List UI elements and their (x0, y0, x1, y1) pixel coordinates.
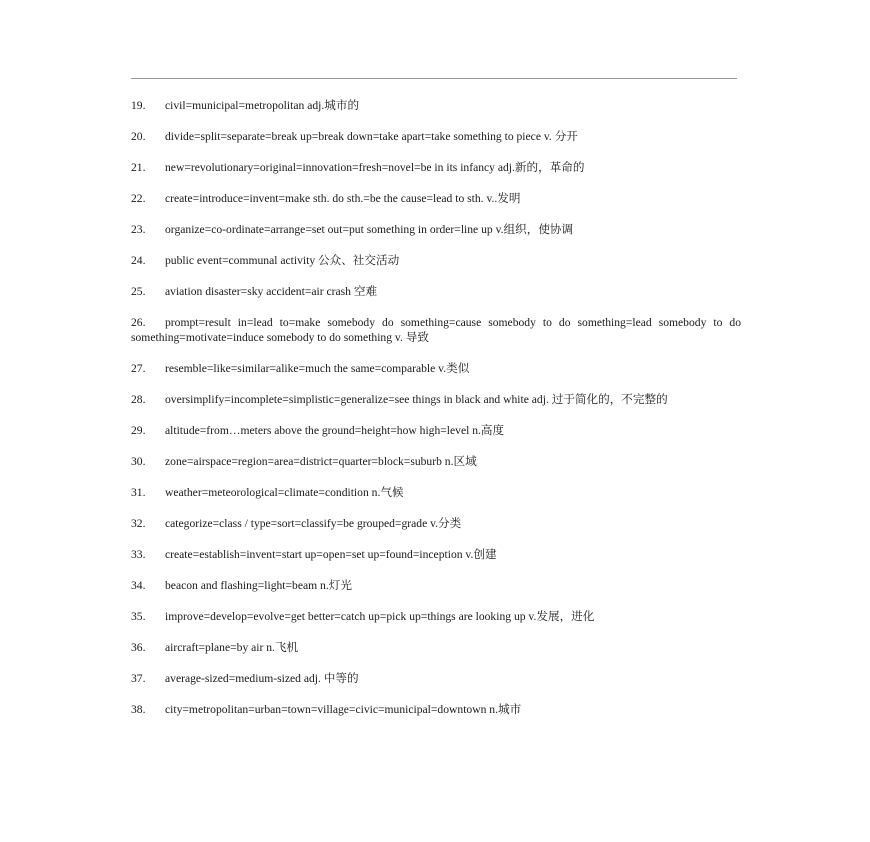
entry-number: 37. (131, 672, 146, 685)
entry-text: aviation disaster=sky accident=air crash 空难 (165, 285, 378, 298)
vocab-entry (131, 160, 741, 175)
vocab-entry (131, 315, 741, 345)
vocab-entry (131, 609, 741, 624)
vocab-entry (131, 671, 741, 686)
vocabulary-list (131, 98, 741, 717)
vocab-entry (131, 392, 741, 407)
entry-number: 32. (131, 517, 146, 530)
entry-text: create=introduce=invent=make sth. do sth.=be the cause=lead to sth. v..发明 (165, 192, 521, 205)
entry-text: divide=split=separate=break up=break down=take apart=take something to piece v. 分开 (165, 130, 578, 143)
entry-number: 19. (131, 99, 146, 112)
entry-text: create=establish=invent=start up=open=set up=found=inception v.创建 (165, 548, 497, 561)
vocab-entry (131, 423, 741, 438)
entry-number: 24. (131, 254, 146, 267)
entry-text: oversimplify=incomplete=simplistic=generalize=see things in black and white adj. 过于简化的，不完整的 (165, 393, 668, 406)
entry-number: 29. (131, 424, 146, 437)
entry-text: altitude=from…meters above the ground=height=how high=level n.高度 (165, 424, 505, 437)
entry-text: average-sized=medium-sized adj. 中等的 (165, 672, 359, 685)
vocab-entry (131, 361, 741, 376)
entry-number: 20. (131, 130, 146, 143)
entry-number: 34. (131, 579, 146, 592)
entry-number: 25. (131, 285, 146, 298)
entry-number: 33. (131, 548, 146, 561)
entry-number: 26. (131, 316, 146, 329)
vocab-entry (131, 702, 741, 717)
entry-number: 27. (131, 362, 146, 375)
entry-text: new=revolutionary=original=innovation=fresh=novel=be in its infancy adj.新的，革命的 (165, 161, 585, 174)
vocab-entry (131, 222, 741, 237)
entry-number: 21. (131, 161, 146, 174)
entry-text: beacon and flashing=light=beam n.灯光 (165, 579, 352, 592)
entry-text: improve=develop=evolve=get better=catch up=pick up=things are looking up v.发展，进化 (165, 610, 595, 623)
entry-text: organize=co-ordinate=arrange=set out=put something in order=line up v.组织，使协调 (165, 223, 574, 236)
entry-number: 30. (131, 455, 146, 468)
entry-number: 28. (131, 393, 146, 406)
vocab-entry (131, 578, 741, 593)
entry-number: 35. (131, 610, 146, 623)
vocab-entry (131, 98, 741, 113)
vocab-entry (131, 640, 741, 655)
entry-number: 38. (131, 703, 146, 716)
header-rule (131, 78, 737, 79)
vocab-entry (131, 253, 741, 268)
entry-text: aircraft=plane=by air n.飞机 (165, 641, 299, 654)
entry-text: city=metropolitan=urban=town=village=civic=municipal=downtown n.城市 (165, 703, 522, 716)
entry-number: 31. (131, 486, 146, 499)
entry-text: categorize=class / type=sort=classify=be grouped=grade v.分类 (165, 517, 462, 530)
vocab-entry (131, 547, 741, 562)
vocab-entry (131, 284, 741, 299)
vocab-entry (131, 485, 741, 500)
entry-text: weather=meteorological=climate=condition n.气候 (165, 486, 404, 499)
entry-text: public event=communal activity 公众、社交活动 (165, 254, 400, 267)
entry-number: 36. (131, 641, 146, 654)
entry-text: prompt=result in=lead to=make somebody do something=cause somebody to do something=lead somebody to do something=motivate=induce somebody to do something v. 导致 (131, 316, 741, 344)
entry-text: civil=municipal=metropolitan adj.城市的 (165, 99, 360, 112)
entry-text: resemble=like=similar=alike=much the same=comparable v.类似 (165, 362, 470, 375)
vocab-entry (131, 129, 741, 144)
entry-number: 22. (131, 192, 146, 205)
entry-number: 23. (131, 223, 146, 236)
vocab-entry (131, 516, 741, 531)
vocab-entry (131, 454, 741, 469)
entry-text: zone=airspace=region=area=district=quarter=block=suburb n.区域 (165, 455, 477, 468)
vocab-entry (131, 191, 741, 206)
